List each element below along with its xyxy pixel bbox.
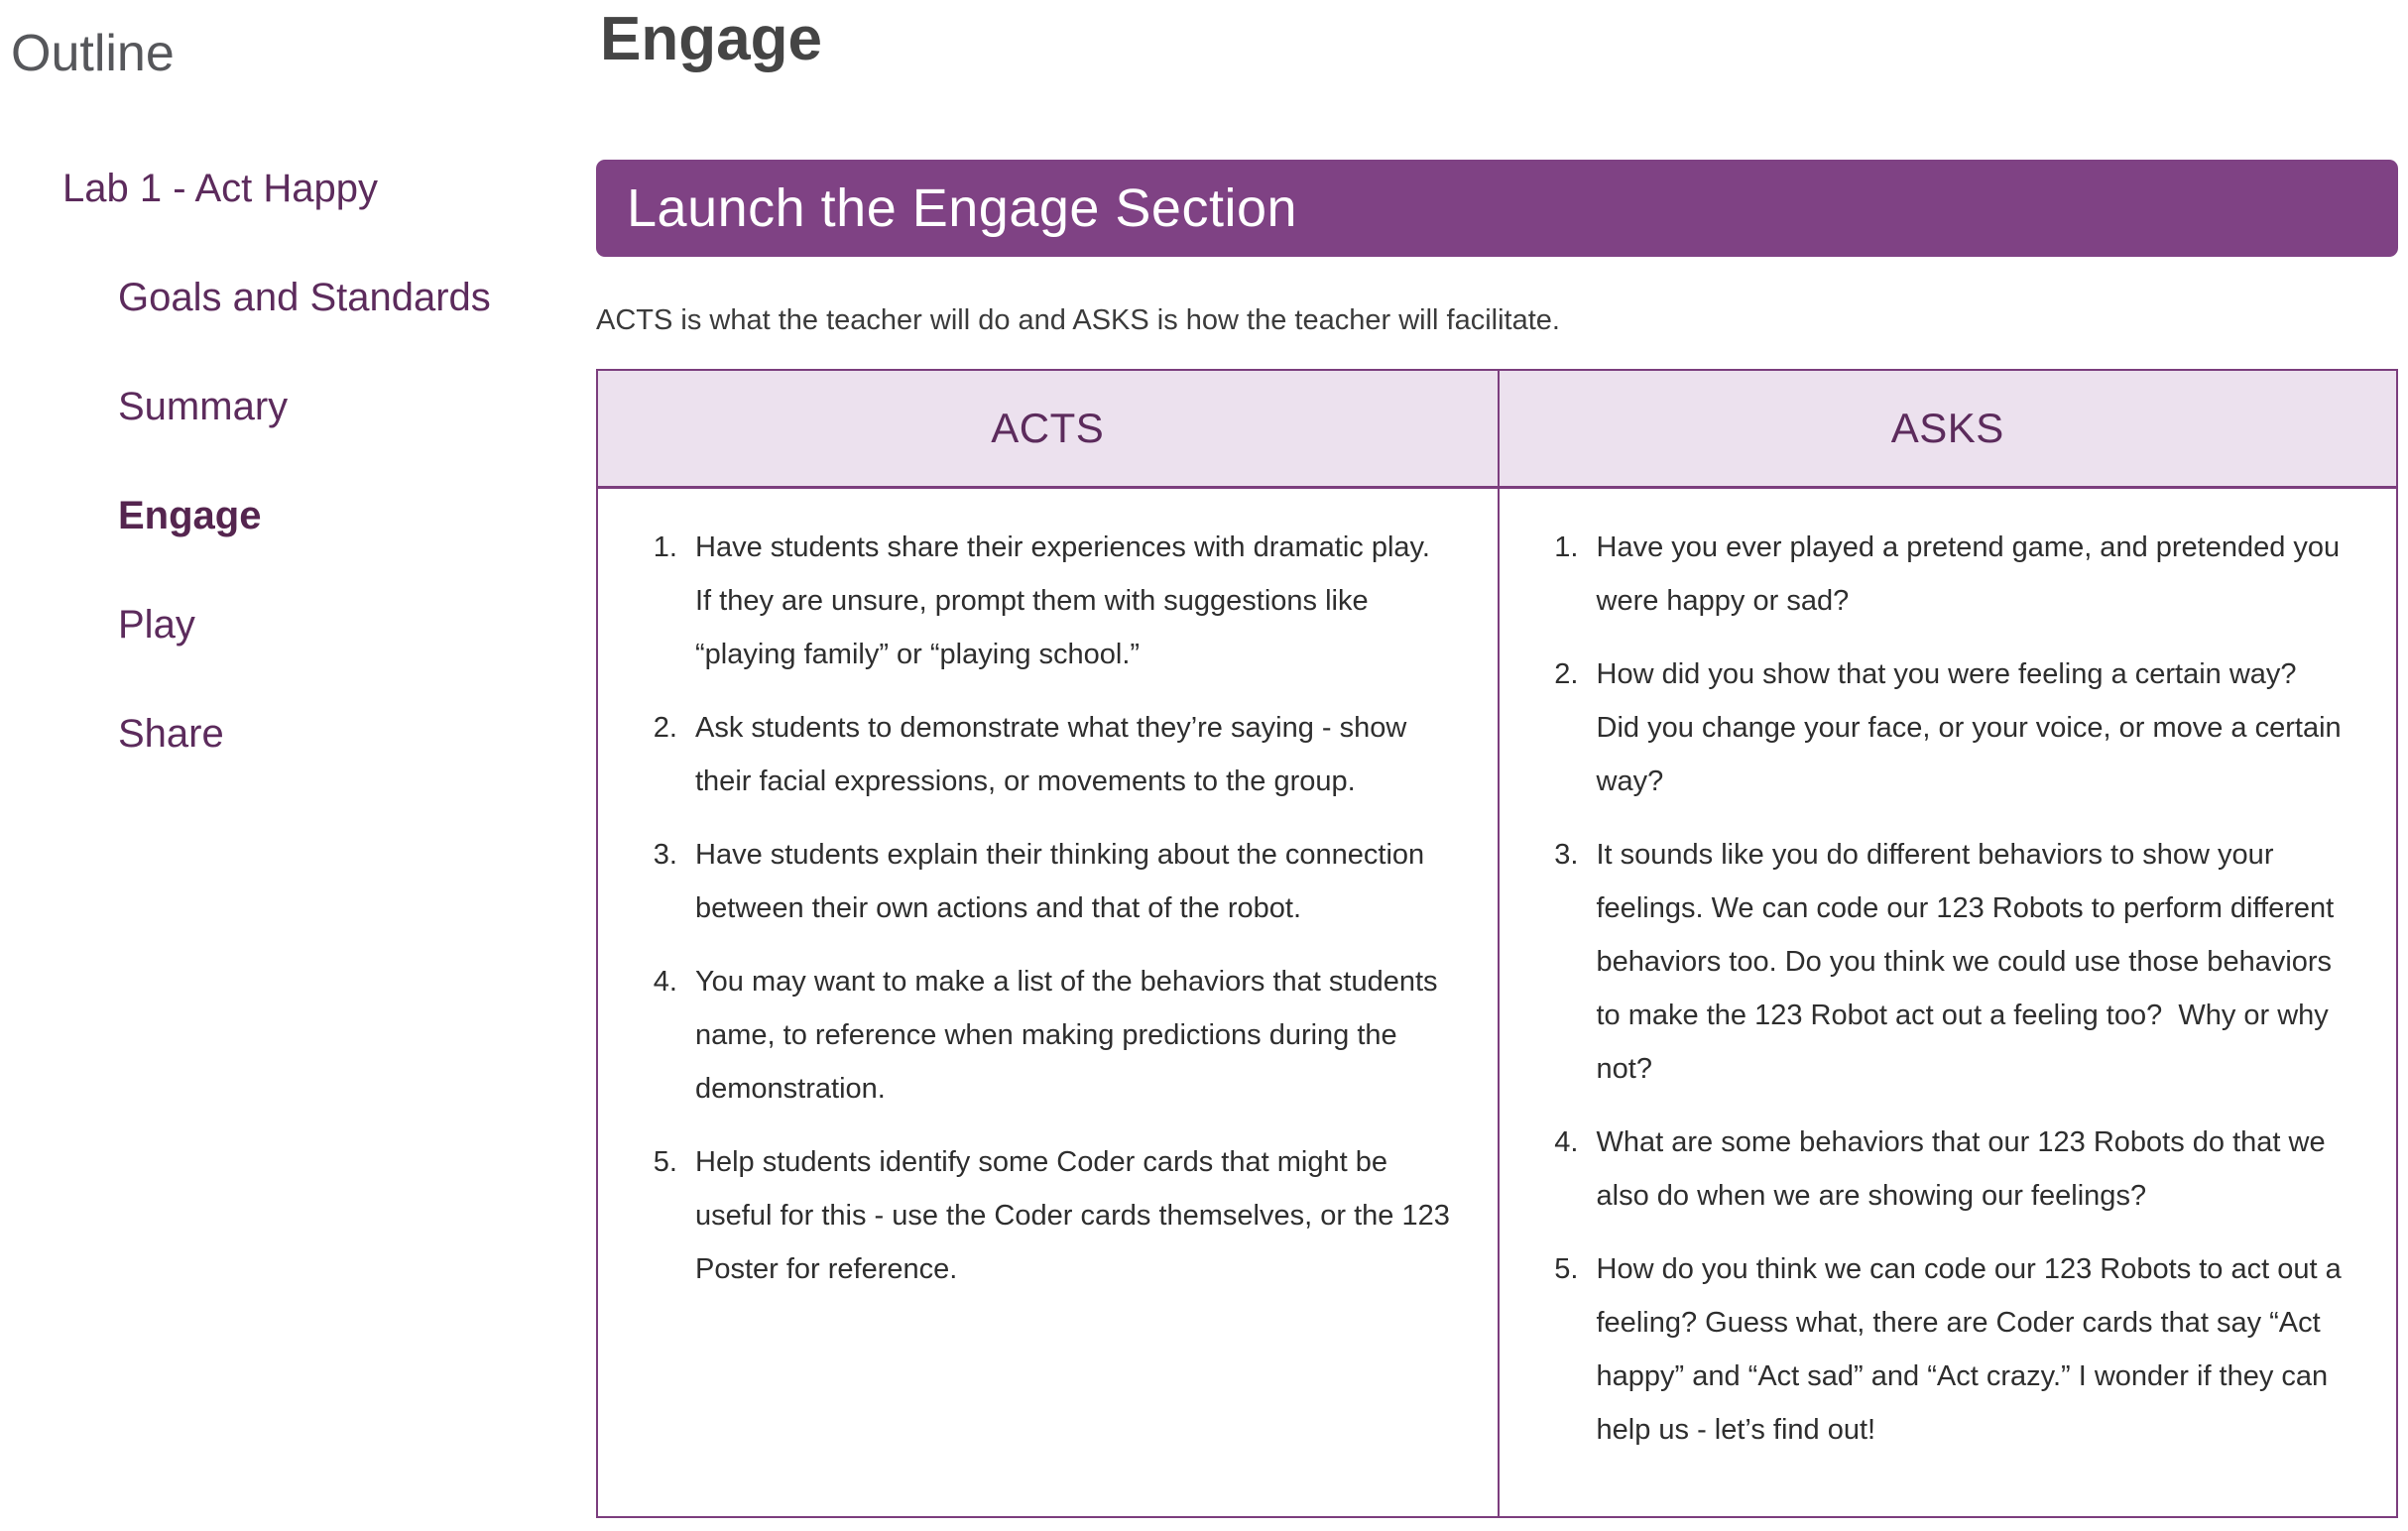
sidebar-item-summary[interactable]: Summary <box>118 384 289 428</box>
sidebar-item-engage[interactable]: Engage <box>118 493 262 537</box>
list-item: 2. Ask students to demonstrate what they’re saying - show their facial expressions, or movements to the group. <box>685 701 1452 808</box>
list-item: 4. You may want to make a list of the behaviors that students name, to reference when making predictions during the demonstration. <box>685 955 1452 1116</box>
list-item: 2. How did you show that you were feeling a certain way? Did you change your face, or your voice, or move a certain way? <box>1587 648 2351 808</box>
section-banner-title: Launch the Engage Section <box>627 178 1298 239</box>
asks-list <box>1523 521 2351 1457</box>
acts-list <box>622 521 1458 1296</box>
section-banner <box>596 160 2398 257</box>
page-title: Engage <box>600 5 822 73</box>
acts-cell <box>598 489 1498 1516</box>
table-header-acts: ACTS <box>598 371 1498 489</box>
sidebar-item-goals-and-standards[interactable]: Goals and Standards <box>118 275 491 319</box>
list-item: 1. Have students share their experiences with dramatic play. If they are unsure, prompt them with suggestions like “playing family” or “playing school.” <box>685 521 1452 681</box>
outline-sidebar <box>0 0 590 820</box>
sidebar-item-play[interactable]: Play <box>118 602 195 647</box>
list-item: 3. Have students explain their thinking about the connection between their own actions and that of the robot. <box>685 828 1452 935</box>
main-content <box>596 0 2398 1518</box>
outline-nav <box>11 166 590 757</box>
asks-cell <box>1498 489 2397 1516</box>
outline-heading: Outline <box>11 25 175 82</box>
list-item: 3. It sounds like you do different behaviors to show your feelings. We can code our 123 Robots to perform different behaviors too. Do you think we could use those behaviors to make the 123 Robot act out a feeling too? Why or why not? <box>1587 828 2351 1096</box>
sidebar-item-share[interactable]: Share <box>118 711 224 756</box>
list-item: 5. Help students identify some Coder cards that might be useful for this - use the Coder cards themselves, or the 123 Poster for reference. <box>685 1135 1452 1296</box>
acts-asks-table <box>596 369 2398 1518</box>
section-description: ACTS is what the teacher will do and ASKS is how the teacher will facilitate. <box>596 304 1560 337</box>
list-item: 5. How do you think we can code our 123 Robots to act out a feeling? Guess what, there are Coder cards that say “Act happy” and “Act sad” and “Act crazy.” I wonder if they can help us - let’s find out! <box>1587 1242 2351 1457</box>
list-item: 4. What are some behaviors that our 123 Robots do that we also do when we are showing our feelings? <box>1587 1116 2351 1223</box>
sidebar-item-lab1[interactable]: Lab 1 - Act Happy <box>62 166 378 210</box>
table-header-asks: ASKS <box>1498 371 2397 489</box>
list-item: 1. Have you ever played a pretend game, and pretended you were happy or sad? <box>1587 521 2351 628</box>
